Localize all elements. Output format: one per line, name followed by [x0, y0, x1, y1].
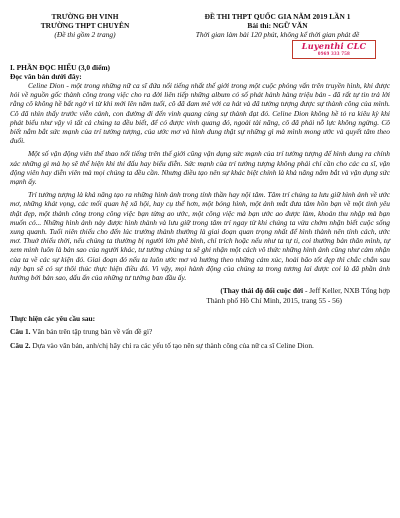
exam-header [10, 12, 390, 40]
page-count-note: (Đề thi gồm 2 trang) [54, 30, 116, 40]
passage-paragraph-1: Celine Dion - một trong những nữ ca sĩ đứa nổi tiếng nhất thế giới trong một cuộc phỏng vấn trên truyền hình, khi được hỏi về nguồn gốc thành công trong việc cho ra đời liên tiếp những album có số phát hành hàng triệu bản - đã rất tự tin trả lời rằng cô không hề bất ngờ vì từ khi mới lên năm tuổi, cô đã đam mê với ca hát và đã tưởng tượng được sự thành công của mình. Cô đã nhìn thấy trước viễn cảnh, con đường đi đến vinh quang cùng sự thành đạt đó. Celine Dion không hề tỏ ra kiêu kỳ khi phát biểu như vậy vì tất cả chúng ta đều biết, để có được vinh quang đó, ngoài tài năng, cô đã phải nỗ lực không ngừng. Cô biết nắm bắt sức mạnh của trí tưởng tượng, của ước mơ và hình dung thật sự những gì mà mình mong ước và quyết tâm theo đuổi. [10, 81, 390, 146]
section-title: I. PHẦN ĐỌC HIỂU (3,0 điểm) [10, 62, 110, 72]
question-1 [10, 327, 390, 336]
school-block [10, 12, 160, 40]
exam-title-block [165, 12, 390, 40]
passage-source [10, 286, 390, 295]
section-instruction: Đọc văn bản dưới đây: [10, 71, 82, 81]
question-1-number: Câu 1. [10, 327, 31, 337]
exam-subject: Bài thi: NGỮ VĂN [247, 21, 308, 31]
school-name: TRƯỜNG THPT CHUYÊN [40, 21, 130, 31]
question-2 [10, 341, 390, 350]
exam-duration: Thời gian làm bài 120 phút, không kể thời gian phát đề [195, 30, 360, 40]
passage-paragraph-2: Một số vận động viên thể thao nổi tiếng trên thế giới cũng vận dụng sức mạnh của trí tưởng tượng để hình dung ra chính xác những gì mà họ sẽ thể hiện khi thi đấu hay biểu diễn. Sức mạnh của trí tưởng tượng không phải chỉ cần cho các ca sĩ, vận động viên hay diễn viên mà mọi chúng ta đều cần. Nhưng điều tạo nên sự khác biệt chính là khả năng nắm bắt và vận dụng sức mạnh ấy. [10, 149, 390, 187]
exam-title: ĐỀ THI THPT QUỐC GIA NĂM 2019 LẦN 1 [204, 12, 351, 21]
tasks-heading: Thực hiện các yêu cầu sau: [10, 314, 96, 324]
university-name: TRƯỜNG ĐH VINH [51, 12, 119, 21]
stamp-phone: 0969 333 758 [317, 51, 351, 57]
question-2-number: Câu 2. [10, 340, 31, 350]
source-author: - Jeff Keller, NXB Tổng hợp [303, 286, 390, 296]
question-1-text: Văn bản trên tập trung bàn về vấn đề gì? [30, 327, 153, 337]
question-2-text: Dựa vào văn bản, anh/chị hãy chỉ ra các yếu tố tạo nên sự thành công của nữ ca sĩ Celine Dion. [30, 340, 314, 350]
passage-paragraph-3: Trí tưởng tượng là khả năng tạo ra những hình ảnh trong tính thần hay nội tâm. Tâm trí chúng ta lưu giữ hình ảnh về ước mơ, những khát vọng, các mối quan hệ xã hội, hay cụ thể hơn, một bóng hình, một ảnh mắt đưa tâm hồn bạn về một tình yêu thật đẹp, một thành công trong công việc bạn từng ao ước, một công việc mà bạn ước ao được làm, khoản thu nhập mà bạn muốn có... Những hình ảnh này được hình thành và lưu giữ trong tâm trí ngay từ khi chúng ta vừa chớm nhận biết cuộc sống xung quanh. Tuổi niên thiếu cho đến lúc trưởng thành thường là giai đoạn quan trọng nhất để hình thành nên tính cách, ước mơ. Thuở thiếu thời, nếu chúng ta thường bị người lớn phê bình, chỉ trích hoặc nếu như ta tự ti, coi thường bản thân mình, tự xem mình luôn là bản sao của người khác, tư tưởng chúng ta sẽ ghi nhận một cách vô thức những hình ảnh cũng như cảm nhận của ta về các sự kiện đó. Giai đoạn đó nếu ta luôn ước mơ và hướng theo những cảm xúc, hoài bão tốt đẹp thì chắc chắn sau này bạn sẽ có sự thôi thúc thực hiện điều đó. Vì vậy, mọi hành động của chúng ta trong tương lai được coi là đã phần ảnh hưởng bởi bản sao, dấu ấn của những tư tưởng ban đầu ấy. [10, 190, 390, 283]
stamp-brand: Luyenthi CLC [301, 41, 367, 51]
reading-section [10, 63, 390, 305]
source-title: (Thay thái độ đổi cuộc đời [220, 286, 304, 296]
source-publication: Thành phố Hồ Chí Minh, 2015, trang 55 - 56) [206, 295, 342, 305]
watermark-stamp [292, 40, 376, 59]
